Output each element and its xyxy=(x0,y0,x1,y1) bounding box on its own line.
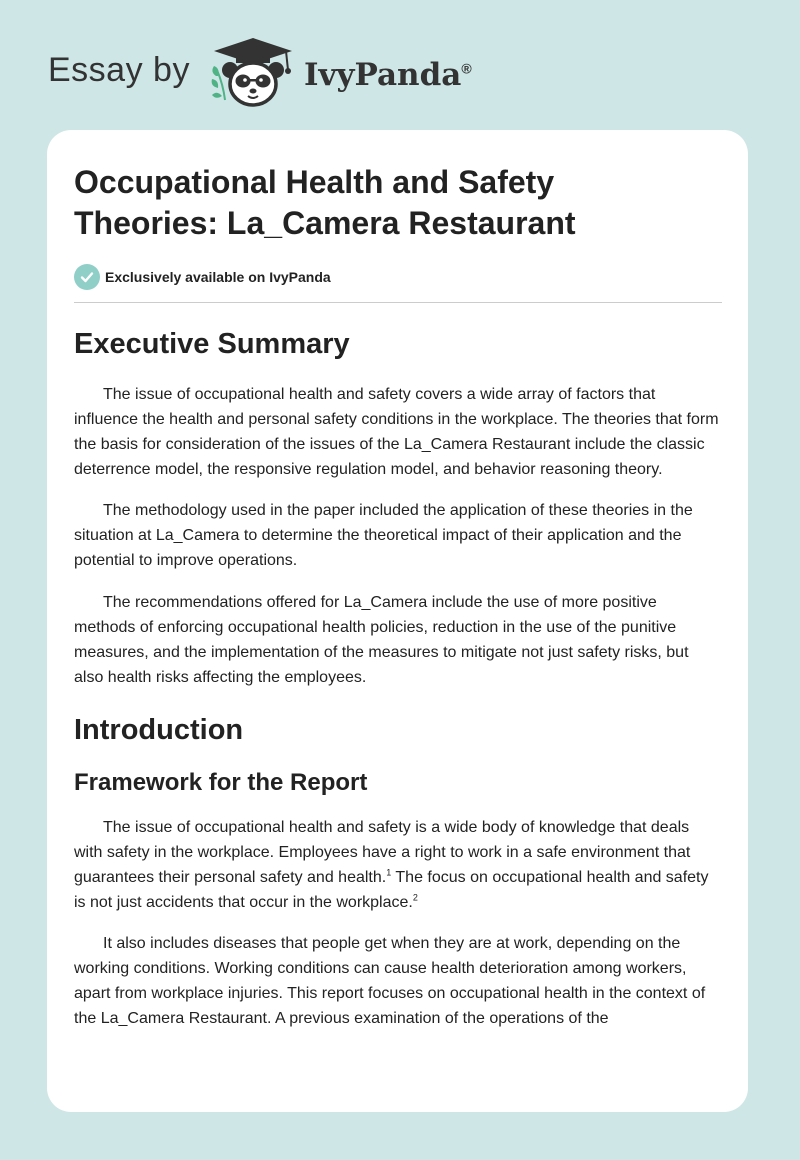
essay-by-label: Essay by xyxy=(48,50,190,89)
subsection-heading-framework: Framework for the Report xyxy=(74,769,368,796)
footnote-ref-2[interactable]: 2 xyxy=(412,892,418,903)
article-title-line-2: Theories: La_Camera Restaurant xyxy=(74,205,576,241)
title-divider xyxy=(74,302,722,303)
exclusive-badge-label: Exclusively available on IvyPanda xyxy=(105,269,331,285)
exec-summary-paragraph-1: The issue of occupational health and safety covers a wide array of factors that influence the health and personal safety conditions in the workplace. The theories that form the basis for consideration of the issues of the La_Camera Restaurant include the classic deterrence model, the responsive regulation model, and behavior reasoning theory. xyxy=(74,386,719,478)
check-circle-icon xyxy=(74,264,100,290)
registered-mark: ® xyxy=(461,60,472,77)
section-heading-introduction: Introduction xyxy=(74,714,244,746)
exec-summary-paragraph-3: The recommendations offered for La_Camera include the use of more positive methods of enforcing occupational health policies, reduction in the use of the punitive measures, and the implementation of the measures to mitigate not just safety risks, but also health risks affecting the employees. xyxy=(74,594,689,686)
brand-name[interactable]: IvyPanda® xyxy=(303,57,472,93)
intro-paragraph-2: It also includes diseases that people get when they are at work, depending on the working conditions. Working conditions can cause health deterioration among workers, apart from workplace injuries. This report focuses on occupational health in the context of the La_Camera Restaurant. A previous examination of the operations of the xyxy=(74,935,706,1027)
article-card xyxy=(47,130,748,1112)
article-title-line-1: Occupational Health and Safety xyxy=(74,164,555,200)
exclusive-badge xyxy=(74,263,722,291)
footnote-ref-1[interactable]: 1 xyxy=(386,867,392,878)
exec-summary-paragraph-2: The methodology used in the paper included the application of these theories in the situation at La_Camera to determine the theoretical impact of their application and the potential to improve operations. xyxy=(74,502,693,569)
intro-paragraph-1: The issue of occupational health and safety is a wide body of knowledge that deals with safety in the workplace. Employees have a right to work in a safe environment that guarantees their personal safety and health.$^1$ The focus on occupational health and safety is not just accidents that occur in the workplace.$^2$ xyxy=(74,819,709,911)
article-title xyxy=(74,162,722,244)
site-header xyxy=(48,36,472,110)
panda-graduate-logo-icon[interactable] xyxy=(208,36,298,110)
section-heading-executive-summary: Executive Summary xyxy=(74,328,350,360)
